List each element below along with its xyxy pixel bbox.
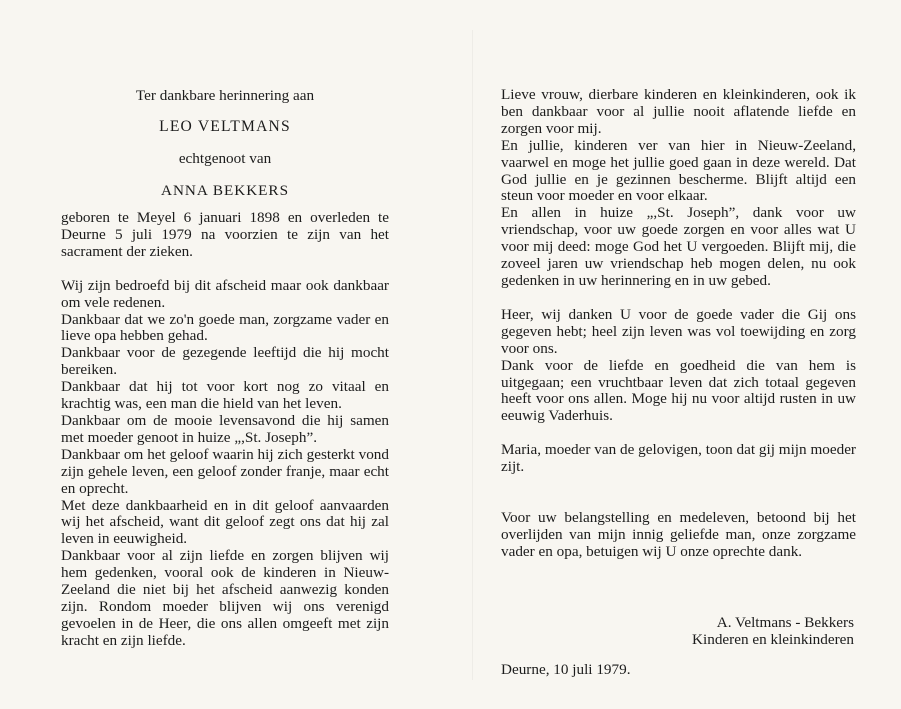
text-paragraph: Dankbaar om de mooie levensavond die hij samen met moeder genoot in huize „,St. Joseph”. xyxy=(61,411,389,446)
paragraph-gap xyxy=(501,290,856,307)
intro-line: Ter dankbare herinnering aan xyxy=(135,87,315,104)
text-paragraph: Met deze dankbaarheid en in dit geloof aanvaarden wij het afscheid, want dit geloof zegt ons dat hij zal leven in eeuwigheid. xyxy=(61,496,389,548)
signature-name: A. Veltmans - Bekkers xyxy=(716,614,854,631)
birth-death-paragraph: geboren te Meyel 6 januari 1898 en overleden te Deurne 5 juli 1979 na voorzien te zijn van het sacrament der zieken. xyxy=(61,209,389,260)
text-paragraph: Dankbaar dat we zo'n goede man, zorgzame vader en lieve opa hebben gehad. xyxy=(61,310,389,345)
text-paragraph: Dank voor de liefde en goedheid die van hem is uitgegaan; een vruchtbaar leven dat zich totaal gegeven heeft voor ons allen. Moge hij nu voor altijd rusten in uw eeuwig Vaderhuis. xyxy=(501,356,856,425)
paragraph-gap xyxy=(61,261,389,278)
text-paragraph: Dankbaar dat hij tot voor kort nog zo vitaal en krachtig was, een man die hield van het leven. xyxy=(61,378,389,413)
spouse-name: ANNA BEKKERS xyxy=(160,182,290,199)
center-fold xyxy=(472,30,473,680)
text-paragraph: Lieve vrouw, dierbare kinderen en kleinkinderen, ook ik ben dankbaar voor al jullie nooit aflatende liefde en zorgen voor mij. xyxy=(501,86,856,137)
text-paragraph: Wij zijn bedroefd bij dit afscheid maar ook dankbaar om vele redenen. xyxy=(61,276,389,311)
left-column xyxy=(61,210,389,650)
paragraph-gap xyxy=(501,476,856,493)
paragraph-gap xyxy=(501,425,856,442)
paragraph-gap xyxy=(501,493,856,510)
text-paragraph: Heer, wij danken U voor de goede vader die Gij ons gegeven hebt; heel zijn leven was vol toewijding en zorg voor ons. xyxy=(501,305,856,357)
text-paragraph: Maria, moeder van de gelovigen, toon dat gij mijn moeder zijt. xyxy=(501,441,856,476)
text-paragraph: En allen in huize „,St. Joseph”, dank voor uw vriendschap, voor uw goede zorgen en voor alles wat U voor mij deed: moge God het U vergoeden. Blijft mij, die zoveel jaren uw vriendschap heb mogen delen, nu ook gedenken in uw herinnering en in uw gebed. xyxy=(501,204,856,289)
right-column xyxy=(501,87,856,561)
text-paragraph: Dankbaar voor de gezegende leeftijd die hij mocht bereiken. xyxy=(61,344,389,379)
text-paragraph: Dankbaar voor al zijn liefde en zorgen blijven wij hem gedenken, vooral ook de kinderen in Nieuw-Zeeland die niet bij het afscheid aanwezig konden zijn. Rondom moeder blijven wij ons verenigd gevoelen in de Heer, die ons allen omgeeft met zijn kracht en zijn liefde. xyxy=(61,547,389,649)
signature-family: Kinderen en kleinkinderen xyxy=(692,631,854,648)
relation-line: echtgenoot van xyxy=(178,150,272,167)
thanks-paragraph: Voor uw belangstelling en medeleven, betoond bij het overlijden van mijn innig geliefde man, onze zorgzame vader en opa, betuigen wij U onze oprechte dank. xyxy=(501,509,856,560)
place-date: Deurne, 10 juli 1979. xyxy=(501,661,631,678)
text-paragraph: En jullie, kinderen ver van hier in Nieuw-Zeeland, vaarwel en moge het jullie goed gaan in deze wereld. Dat God jullie en je gezinnen bescherme. Blijft altijd een steun voor moeder en voor elkaar. xyxy=(501,136,856,205)
text-paragraph: Dankbaar om het geloof waarin hij zich gesterkt vond zijn gehele leven, een geloof zonder franje, maar echt en oprecht. xyxy=(61,445,389,497)
deceased-name: LEO VELTMANS xyxy=(159,118,291,135)
